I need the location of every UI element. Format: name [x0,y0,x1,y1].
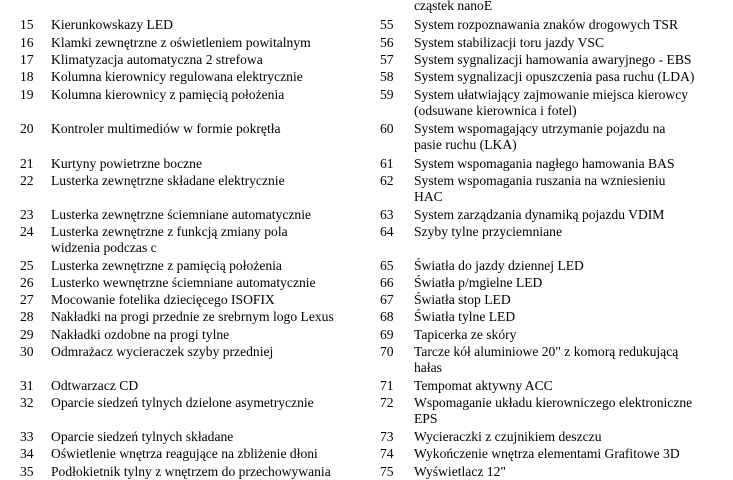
item-text-line: EPS [414,411,438,427]
item-text-line: Wycieraczki z czujnikiem deszczu [414,429,602,444]
item-text [51,207,311,223]
item-number: 24 [20,224,34,239]
item-text [51,309,334,325]
item-text-line: Nakładki ozdobne na progi tylne [51,327,230,342]
item-text-line: Lusterka zewnętrzne z pamięcią położenia [51,258,282,273]
item-text [51,121,281,137]
item-text-line: System rozpoznawania znaków drogowych TSR [414,17,679,32]
item-text [414,121,665,153]
item-text-line: Szyby tylne przyciemniane [414,224,562,239]
item-text [51,69,303,85]
item-text [414,309,515,325]
item-text [51,35,311,51]
item-text-line: cząstek nanoE [414,0,493,13]
item-text-line: Oparcie siedzeń tylnych dzielone asymetrycznie [51,395,314,410]
item-number: 58 [380,69,394,84]
item-text [414,156,675,172]
item-text [51,156,202,172]
item-text-line: Kolumna kierownicy z pamięcią położenia [51,87,285,102]
item-number: 73 [380,429,394,444]
item-text-line: Nakładki na progi przednie ze srebrnym logo Lexus [51,309,334,324]
item-number: 63 [380,207,394,222]
item-number: 18 [20,69,34,84]
item-text [414,378,553,394]
item-number: 67 [380,292,394,307]
item-text-line: System wspomagania nagłego hamowania BAS [414,156,675,171]
item-text-line: System zarządzania dynamiką pojazdu VDIM [414,207,665,222]
item-text-line: Tarcze kół aluminiowe 20" z komorą redukującą [414,344,679,359]
item-text-line: System sygnalizacji hamowania awaryjnego - EBS [414,52,692,67]
item-text-line: Lusterka zewnętrzne ściemniane automatycznie [51,207,312,222]
item-number: 35 [20,464,34,479]
item-number: 72 [380,395,394,410]
item-number: 66 [380,275,394,290]
item-number: 68 [380,309,394,324]
item-number: 15 [20,17,34,32]
item-text-line: Kolumna kierownicy regulowana elektrycznie [51,69,303,84]
item-number: 31 [20,378,34,393]
item-text-line: Światła do jazdy dziennej LED [414,258,584,273]
item-text-line: pasie ruchu (LKA) [414,137,517,153]
item-text [51,464,331,480]
item-number: 71 [380,378,394,393]
item-text [51,87,284,103]
item-text-line: Klamki zewnętrzne z oświetleniem powitalnym [51,35,311,50]
item-number: 17 [20,52,34,67]
item-number: 21 [20,156,34,171]
item-text-line: Kierunkowskazy LED [51,17,173,32]
item-text-line: Odmrażacz wycieraczek szyby przedniej [51,344,274,359]
item-text [51,378,138,394]
item-text [51,275,316,291]
item-text-line: (odsuwane kierownica i fotel) [414,103,577,119]
item-text [51,173,285,189]
item-text-line: Odtwarzacz CD [51,378,139,393]
item-number: 25 [20,258,34,273]
item-text [414,17,678,33]
item-number: 22 [20,173,34,188]
item-text [414,292,511,308]
item-number: 74 [380,446,394,461]
item-text [51,395,314,411]
item-text [51,258,282,274]
item-text [414,327,516,343]
item-number: 26 [20,275,34,290]
item-text [414,464,506,480]
item-text-line: Światła tylne LED [414,309,516,324]
item-text-line: Lusterka zewnętrzne z funkcją zmiany pola [51,224,288,239]
item-text-line: Podłokietnik tylny z wnętrzem do przechowywania [51,464,331,479]
item-number: 65 [380,258,394,273]
item-text-line: Mocowanie fotelika dziecięcego ISOFIX [51,292,275,307]
item-text-line: Klimatyzacja automatyczna 2 strefowa [51,52,263,67]
item-text-line: widzenia podczas c [51,240,157,256]
item-text [414,0,492,14]
item-text-line: System sygnalizacji opuszczenia pasa ruchu (LDA) [414,69,695,84]
item-text [414,395,692,427]
item-number: 70 [380,344,394,359]
item-text [414,224,562,240]
item-text [414,35,604,51]
item-number: 59 [380,87,394,102]
item-text-line: Kurtyny powietrzne boczne [51,156,202,171]
item-text [51,429,233,445]
item-text-line: Lusterko wewnętrzne ściemniane automatycznie [51,275,316,290]
item-number: 19 [20,87,34,102]
item-text [414,207,664,223]
item-number: 23 [20,207,34,222]
item-text [414,446,680,462]
item-text [414,429,602,445]
item-number: 57 [380,52,394,67]
item-text-line: Wykończenie wnętrza elementami Grafitowe 3D [414,446,680,461]
item-number: 32 [20,395,34,410]
item-number: 62 [380,173,394,188]
item-text-line: Lusterka zewnętrzne składane elektrycznie [51,173,285,188]
item-number: 27 [20,292,34,307]
item-text-line: Oświetlenie wnętrza reagujące na zbliżenie dłoni [51,446,318,461]
item-text [51,52,263,68]
item-text-line: Światła p/mgielne LED [414,275,543,290]
item-text [414,87,688,119]
item-text [51,446,318,462]
item-text [51,224,288,256]
item-text-line: System wspomagania ruszania na wzniesieniu [414,173,666,188]
item-text-line: System wspomagający utrzymanie pojazdu na [414,121,666,136]
item-text-line: Kontroler multimediów w formie pokrętła [51,121,281,136]
item-number: 33 [20,429,34,444]
item-text [51,292,275,308]
item-number: 16 [20,35,34,50]
item-text-line: Tapicerka ze skóry [414,327,517,342]
item-text [414,69,694,85]
item-number: 64 [380,224,394,239]
item-text [51,344,273,360]
item-text-line: System ułatwiający zajmowanie miejsca kierowcy [414,87,689,102]
item-text [414,275,542,291]
item-text [414,52,691,68]
item-text-line: hałas [414,360,442,376]
item-number: 30 [20,344,34,359]
item-text [414,258,584,274]
item-text-line: Wspomaganie układu kierowniczego elektroniczne [414,395,693,410]
item-text [51,17,173,33]
item-text-line: HAC [414,189,443,205]
item-text [414,173,665,205]
item-number: 34 [20,446,34,461]
item-number: 75 [380,464,394,479]
item-number: 28 [20,309,34,324]
item-number: 20 [20,121,34,136]
item-text [414,344,678,376]
item-number: 61 [380,156,394,171]
item-text-line: Tempomat aktywny ACC [414,378,553,393]
item-number: 69 [380,327,394,342]
item-number: 55 [380,17,394,32]
item-text-line: System stabilizacji toru jazdy VSC [414,35,605,50]
item-text-line: Światła stop LED [414,292,511,307]
item-number: 56 [380,35,394,50]
item-text-line: Wyświetlacz 12" [414,464,506,479]
item-text [51,327,229,343]
item-number: 60 [380,121,394,136]
item-number: 29 [20,327,34,342]
item-text-line: Oparcie siedzeń tylnych składane [51,429,234,444]
